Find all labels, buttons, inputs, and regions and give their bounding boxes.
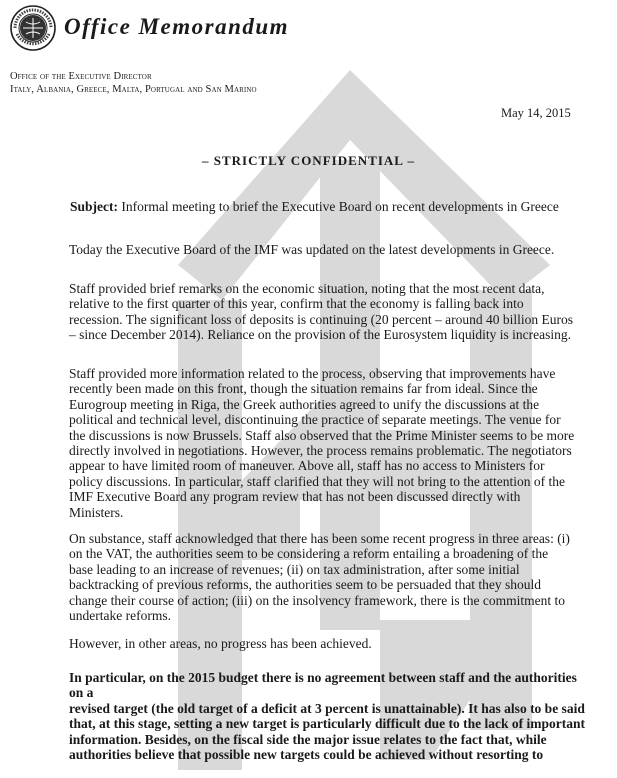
para-4-line: On substance, staff acknowledged that there has been some recent progress in three areas: (i)	[69, 531, 570, 546]
office-line-1: Office of the Executive Director	[10, 71, 152, 82]
para-3-line: recently been made on this front, though the situation remains far from ideal. Since the	[69, 381, 538, 397]
para-3-line: Ministers.	[69, 504, 124, 520]
para-2-line: relative to the first quarter of this year, confirm that the economy is falling back into	[69, 296, 524, 312]
para-6-line: that, at this stage, setting a new target is particularly difficult due to the lack of important	[69, 716, 585, 732]
para-4-line: backtracking of previous reforms, the authorities seem to be persuaded that they should	[69, 577, 541, 593]
para-3-line: political and technical level, discontinuing the practice of separate meetings. The venue for	[69, 412, 561, 428]
para-6-line: revised target (the old target of a deficit at 3 percent is unattainable). It has also to be said	[69, 700, 585, 716]
para-4-line: on the VAT, the authorities seem to be considering a reform entailing a broadening of the	[69, 546, 549, 562]
para-3-line: the discussions is now Brussels. Staff also observed that the Prime Minister seems to be more	[69, 427, 575, 443]
subject-line	[70, 199, 559, 215]
para-3-line: appear to have limited room of maneuver. Above all, staff has no access to Ministers for	[69, 458, 545, 474]
para-2-line: recession. The significant loss of deposits is continuing (20 percent – around 40 billion Euros	[69, 311, 574, 327]
paragraph-2	[69, 281, 589, 343]
imf-seal-icon	[9, 4, 57, 52]
para-6-line: information. Besides, on the fiscal side the major issue relates to the fact that, while	[69, 731, 547, 747]
para-6-line: authorities believe that possible new targets could be achieved without resorting to	[69, 747, 544, 763]
office-block	[10, 70, 257, 96]
paragraph-1	[69, 242, 589, 257]
office-line-2: Italy, Albania, Greece, Malta, Portugal and San Marino	[10, 84, 257, 95]
para-4-line: base leading to an increase of revenues; (ii) on tax administration, after some initial	[69, 561, 520, 577]
para-3-line: policy discussions. In particular, staff clarified that they will not bring to the attention of the	[69, 473, 565, 489]
classification-label: – STRICTLY CONFIDENTIAL –	[202, 153, 415, 168]
para-2-line: – since December 2014). Reliance on the provision of the Eurosystem liquidity is increasing.	[69, 327, 572, 343]
subject-label: Subject:	[70, 199, 118, 214]
subject-text: Informal meeting to brief the Executive Board on recent developments in Greece	[121, 199, 559, 214]
para-5-line: However, in other areas, no progress has been achieved.	[69, 636, 372, 651]
para-3-line: IMF Executive Board any program review that has not been discussed directly with	[69, 489, 521, 505]
para-2-line: Staff provided brief remarks on the economic situation, noting that the most recent data,	[69, 281, 545, 296]
para-3-line: directly involved in negotiations. However, the process remains problematic. The negotiators	[69, 443, 572, 459]
page-title: Office Memorandum	[64, 14, 290, 39]
para-4-line: change their course of action; (iii) on the insolvency framework, there is the commitment to	[69, 592, 565, 608]
para-1-line: Today the Executive Board of the IMF was updated on the latest developments in Greece.	[69, 242, 555, 257]
para-3-line: Staff provided more information related to the process, observing that improvements have	[69, 366, 556, 381]
paragraph-5	[69, 636, 589, 651]
para-6-line: In particular, on the 2015 budget there is no agreement between staff and the authorities on a	[69, 670, 577, 701]
paragraph-3	[69, 366, 589, 520]
para-3-line: Eurogroup meeting in Riga, the Greek authorities agreed to unify the discussions at the	[69, 396, 540, 412]
para-4-line: undertake reforms.	[69, 608, 171, 624]
paragraph-6	[69, 670, 589, 762]
memo-date: May 14, 2015	[501, 106, 571, 120]
paragraph-4	[69, 531, 589, 623]
